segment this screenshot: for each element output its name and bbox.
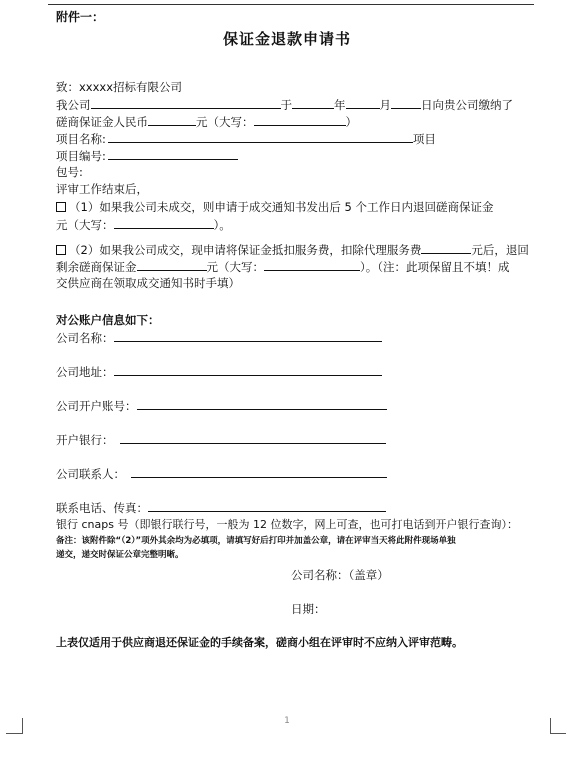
payment-line-2 xyxy=(56,114,357,129)
package-no-label: 包号: xyxy=(56,165,83,179)
option1-close: ）。 xyxy=(213,218,231,232)
phone-fax-field xyxy=(56,500,386,515)
payment-line-1 xyxy=(56,97,513,112)
month-label: 月 xyxy=(379,98,391,112)
option1-text: （1）如果我公司未成交，则申请于成交通知书发出后 5 个工作日内退回磋商保证金 xyxy=(69,200,494,214)
project-no-blank[interactable] xyxy=(108,148,238,160)
service-fee-blank[interactable] xyxy=(421,242,471,254)
day-blank[interactable] xyxy=(391,97,421,109)
account-no-field xyxy=(56,398,387,413)
month-blank[interactable] xyxy=(346,97,380,109)
deposit-label: 磋商保证金人民币 xyxy=(56,115,148,129)
remark-line-2: 递交，递交时保证公章完整明晰。 xyxy=(56,550,184,560)
project-name-blank[interactable] xyxy=(108,131,413,143)
project-name-line xyxy=(56,131,436,146)
option2-checkbox[interactable] xyxy=(56,245,66,255)
project-no-line xyxy=(56,148,238,163)
corner-mark-right-h xyxy=(550,733,566,735)
option1-line-2 xyxy=(56,217,231,232)
company-name-label: 公司名称： xyxy=(56,331,114,345)
to-company: xxxxx招标有限公司 xyxy=(79,80,183,94)
remaining-deposit-label: 剩余磋商保证金 xyxy=(56,260,137,274)
day-text: 日向贵公司缴纳了 xyxy=(421,98,513,112)
option2-line-1 xyxy=(56,242,529,257)
option1-uppercase-label: 元（大写： xyxy=(56,218,114,232)
project-name-label: 项目名称: xyxy=(56,132,106,146)
after-review-text: 评审工作结束后， xyxy=(56,182,148,196)
company-name-blank[interactable] xyxy=(114,330,382,342)
uppercase-label: 元（大写： xyxy=(196,115,254,129)
company-address-field xyxy=(56,364,382,379)
project-no-label: 项目编号: xyxy=(56,149,106,163)
contact-label: 公司联系人： xyxy=(56,467,125,481)
company-name-field xyxy=(56,330,382,345)
page-title: 保证金退款申请书 xyxy=(222,30,351,48)
option2-text: （2）如果我公司成交，现申请将保证金抵扣服务费，扣除代理服务费 xyxy=(69,243,422,257)
option1-checkbox[interactable] xyxy=(56,202,66,212)
option2-note: ）。（注：此项保留且不填！成 xyxy=(360,260,510,274)
company-address-label: 公司地址： xyxy=(56,365,114,379)
yu-label: 于 xyxy=(280,98,292,112)
seal-line: 公司名称：（盖章） xyxy=(291,568,389,582)
bank-blank[interactable] xyxy=(120,432,386,444)
attachment-label: 附件一： xyxy=(56,10,105,24)
year-blank[interactable] xyxy=(292,97,334,109)
option2-line-3: 交供应商在领取成交通知书时手填） xyxy=(56,276,240,290)
amount-blank[interactable] xyxy=(148,114,196,126)
phone-fax-label: 联系电话、传真： xyxy=(56,501,148,515)
contact-field xyxy=(56,466,387,481)
close-paren: ） xyxy=(345,115,357,129)
option2-refund-text: 元后，退回 xyxy=(471,243,529,257)
page-number: 1 xyxy=(284,716,290,726)
contact-blank[interactable] xyxy=(131,466,387,478)
bank-label: 开户银行： xyxy=(56,433,114,447)
to-prefix: 致： xyxy=(56,80,79,94)
option2-line-2 xyxy=(56,259,510,274)
footer-note: 上表仅适用于供应商退还保证金的手续备案，磋商小组在评审时不应纳入评审范畴。 xyxy=(56,636,463,649)
project-suffix: 项目 xyxy=(412,132,436,146)
bank-field xyxy=(56,432,386,447)
header-rule xyxy=(48,4,534,5)
account-header: 对公账户信息如下： xyxy=(56,313,160,327)
date-line: 日期： xyxy=(291,602,326,616)
remark-line-1: 备注：该附件除“（2）”项外其余均为必填项，请填写好后打印并加盖公章，请在评审当天将此附件现场单独 xyxy=(56,536,456,546)
cnaps-line: 银行 cnaps 号（即银行联行号，一般为 12 位数字，网上可查，也可打电话到开户银行查询）： xyxy=(56,518,518,531)
we-label: 我公司 xyxy=(56,98,91,112)
company-address-blank[interactable] xyxy=(114,364,382,376)
uppercase-blank[interactable] xyxy=(254,114,346,126)
account-no-label: 公司开户账号： xyxy=(56,399,137,413)
remaining-amount-blank[interactable] xyxy=(137,259,207,271)
corner-mark-left-h xyxy=(6,733,22,735)
option2-uppercase-label: 元（大写： xyxy=(206,260,264,274)
option1-uppercase-blank[interactable] xyxy=(114,217,214,229)
phone-fax-blank[interactable] xyxy=(148,500,386,512)
option2-uppercase-blank[interactable] xyxy=(264,259,360,271)
to-line xyxy=(56,80,182,94)
year-label: 年 xyxy=(334,98,346,112)
account-no-blank[interactable] xyxy=(137,398,387,410)
option1-line-1 xyxy=(56,200,493,214)
company-blank[interactable] xyxy=(91,97,281,109)
